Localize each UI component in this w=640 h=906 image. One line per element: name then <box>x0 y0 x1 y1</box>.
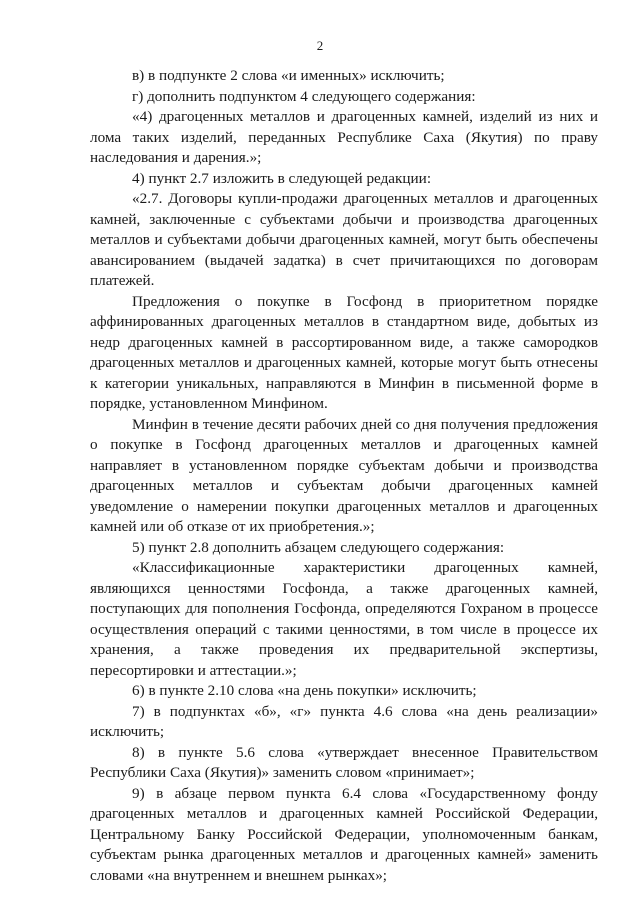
paragraph-classification: «Классификационные характеристики драгоценных камней, являющихся ценностями Госфонда, а также драгоценных камней, поступающих для пополнения Госфонда, определяются Гохраном в процессе осуществления операций с такими ценностями, в том числе в процессе их хранения, а также проведения их предварительной экспертизы, пересортировки и аттестации.»; <box>90 559 598 679</box>
paragraph-item-9: 9) в абзаце первом пункта 6.4 слова «Государственному фонду драгоценных металлов и драгоценных камней Российской Федерации, Центральному Банку Российской Федерации, уполномоченным банкам, субъектам рынка драгоценных металлов и драгоценных камней» заменить словами «на внутреннем и внешнем рынках»; <box>90 784 598 884</box>
paragraph-quote-2-7: «2.7. Договоры купли-продажи драгоценных металлов и драгоценных камней, заключенные с субъектами добычи и производства драгоценных металлов и субъектами добычи драгоценных камней, могут быть обеспечены авансированием (выдачей задатка) в счет причитающихся по договорам платежей. <box>90 190 598 289</box>
paragraph-minfin: Минфин в течение десяти рабочих дней со дня получения предложения о покупке в Госфонд драгоценных металлов и драгоценных камней направляет в установленном порядке субъектам добычи и производства драгоценных металлов и субъектам добычи драгоценных камней уведомление о намерении покупки драгоценных металлов и драгоценных камней или об отказе от их приобретения.»; <box>90 415 598 535</box>
document-body <box>90 66 598 886</box>
paragraph-proposals: Предложения о покупке в Госфонд в приоритетном порядке аффинированных драгоценных металлов в стандартном виде, добытых из недр драгоценных камней в рассортированном виде, а также самородков драгоценных металлов и драгоценных камней, которые могут быть отнесены к категории уникальных, направляются в Минфин в письменной форме в порядке, установленном Минфином. <box>90 292 598 412</box>
paragraph-item-5: 5) пункт 2.8 дополнить абзацем следующего содержания: <box>132 538 505 556</box>
paragraph-item-8: 8) в пункте 5.6 слова «утверждает внесенное Правительством Республики Саха (Якутия)» заменить словом «принимает»; <box>90 743 598 781</box>
paragraph-item-4: 4) пункт 2.7 изложить в следующей редакции: <box>132 169 432 187</box>
page-number: 2 <box>316 38 324 53</box>
paragraph-item-6: 6) в пункте 2.10 слова «на день покупки» исключить; <box>132 682 477 699</box>
paragraph-item-7: 7) в подпунктах «б», «г» пункта 4.6 слова «на день реализации» исключить; <box>90 702 598 740</box>
paragraph-quote-4: «4) драгоценных металлов и драгоценных камней, изделий из них и лома таких изделий, переданных Республике Саха (Якутия) по праву наследования и дарения.»; <box>90 108 598 166</box>
paragraph-sub-g: г) дополнить подпунктом 4 следующего содержания: <box>132 87 476 105</box>
paragraph-sub-v: в) в подпункте 2 слова «и именных» исключить; <box>132 67 445 84</box>
